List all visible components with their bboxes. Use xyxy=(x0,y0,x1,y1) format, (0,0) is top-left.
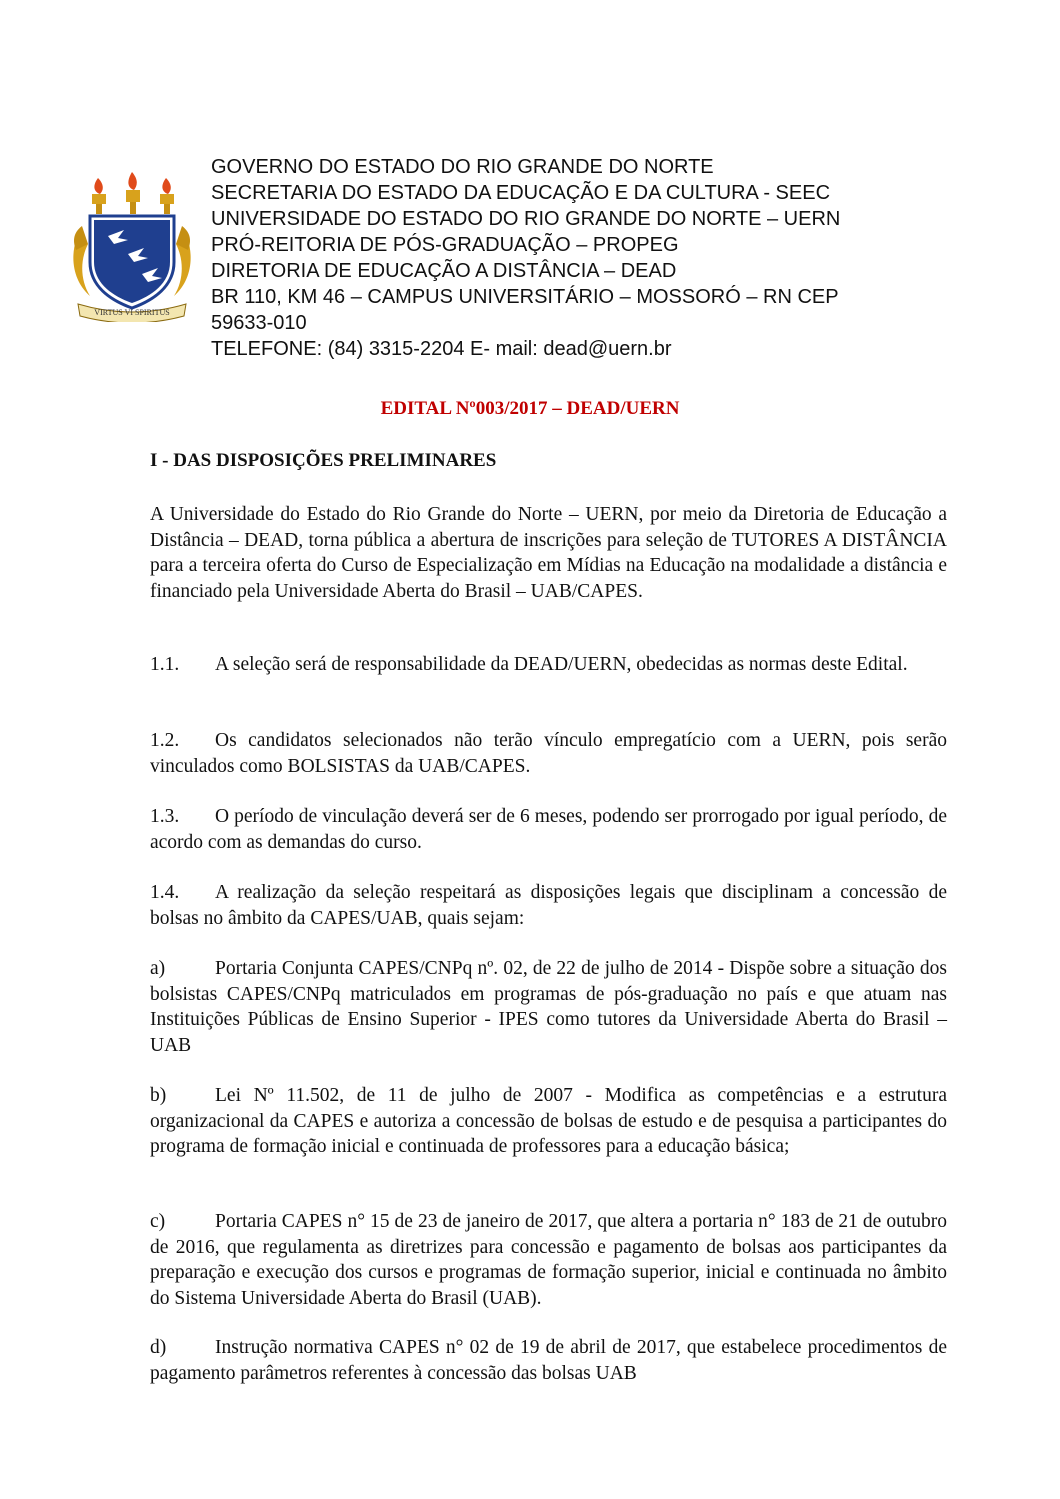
item-text: Lei Nº 11.502, de 11 de julho de 2007 - Modifica as competências e a estrutura organizacional da CAPES e autoriza a concessão de bolsas de estudo e de pesquisa a participantes do programa de formação inicial e continuada de professores para a educação básica; xyxy=(150,1085,947,1158)
list-item xyxy=(150,1335,947,1386)
item-number: a) xyxy=(150,958,166,979)
item-number: 1.1. xyxy=(150,654,180,675)
header-line-pro-rectorate: PRÓ-REITORIA DE PÓS-GRADUAÇÃO – PROPEG xyxy=(211,234,679,256)
institution-header xyxy=(211,154,1011,362)
item-text: A realização da seleção respeitará as disposições legais que disciplinam a concessão de bolsas no âmbito da CAPES/UAB, quais sejam: xyxy=(150,882,947,929)
item-text: Portaria CAPES n° 15 de 23 de janeiro de 2017, que altera a portaria n° 183 de 21 de outubro de 2016, que regulamenta as diretrizes para concessão e pagamento de bolsas aos participantes da preparação e execução dos cursos e programas de formação superior, inicial e continuada no âmbito do Sistema Universidade Aberta do Brasil (UAB). xyxy=(150,1211,947,1309)
torch-icon xyxy=(92,172,174,214)
list-item xyxy=(150,728,947,779)
logo-motto: VIRTUS VI SPIRITUS xyxy=(94,308,170,317)
item-text: Instrução normativa CAPES n° 02 de 19 de abril de 2017, que estabelece procedimentos de pagamento parâmetros referentes à concessão das bolsas UAB xyxy=(150,1337,947,1384)
header-line-postal-code: 59633-010 xyxy=(211,312,307,334)
list-item xyxy=(150,804,947,855)
list-item xyxy=(150,1083,947,1160)
item-number: 1.4. xyxy=(150,882,180,903)
header-line-secretariat: SECRETARIA DO ESTADO DA EDUCAÇÃO E DA CULTURA - SEEC xyxy=(211,182,831,204)
header-line-government: GOVERNO DO ESTADO DO RIO GRANDE DO NORTE xyxy=(211,156,714,178)
list-item xyxy=(150,1209,947,1311)
item-text: A seleção será de responsabilidade da DEAD/UERN, obedecidas as normas deste Edital. xyxy=(215,654,908,675)
item-number: b) xyxy=(150,1085,167,1106)
list-item xyxy=(150,652,947,678)
uern-coat-of-arms-logo xyxy=(68,170,196,322)
header-line-university: UNIVERSIDADE DO ESTADO DO RIO GRANDE DO NORTE – UERN xyxy=(211,208,841,230)
item-number: 1.3. xyxy=(150,806,180,827)
item-text: O período de vinculação deverá ser de 6 meses, podendo ser prorrogado por igual período, de acordo com as demandas do curso. xyxy=(150,806,947,853)
section-heading: I - DAS DISPOSIÇÕES PRELIMINARES xyxy=(150,450,497,471)
list-item xyxy=(150,880,947,931)
list-item xyxy=(150,956,947,1058)
header-line-address: BR 110, KM 46 – CAMPUS UNIVERSITÁRIO – MOSSORÓ – RN CEP xyxy=(211,286,839,308)
item-text: Os candidatos selecionados não terão vínculo empregatício com a UERN, pois serão vinculados como BOLSISTAS da UAB/CAPES. xyxy=(150,730,947,777)
item-number: d) xyxy=(150,1337,167,1358)
document-title: EDITAL Nº003/2017 – DEAD/UERN xyxy=(380,398,680,419)
header-line-contact: TELEFONE: (84) 3315-2204 E- mail: dead@uern.br xyxy=(211,338,672,360)
item-number: c) xyxy=(150,1211,166,1232)
item-text: Portaria Conjunta CAPES/CNPq nº. 02, de 22 de julho de 2014 - Dispõe sobre a situação dos bolsistas CAPES/CNPq matriculados em programas de pós-graduação no país e que atuam nas Instituições Públicas de Ensino Superior - IPES como tutores da Universidade Aberta do Brasil – UAB xyxy=(150,958,947,1056)
header-line-directorate: DIRETORIA DE EDUCAÇÃO A DISTÂNCIA – DEAD xyxy=(211,260,677,282)
intro-paragraph: A Universidade do Estado do Rio Grande do Norte – UERN, por meio da Diretoria de Educação a Distância – DEAD, torna pública a abertura de inscrições para seleção de TUTORES A DISTÂNCIA para a terceira oferta do Curso de Especialização em Mídias na Educação na modalidade a distância e financiado pela Universidade Aberta do Brasil – UAB/CAPES. xyxy=(150,504,947,602)
item-number: 1.2. xyxy=(150,730,180,751)
